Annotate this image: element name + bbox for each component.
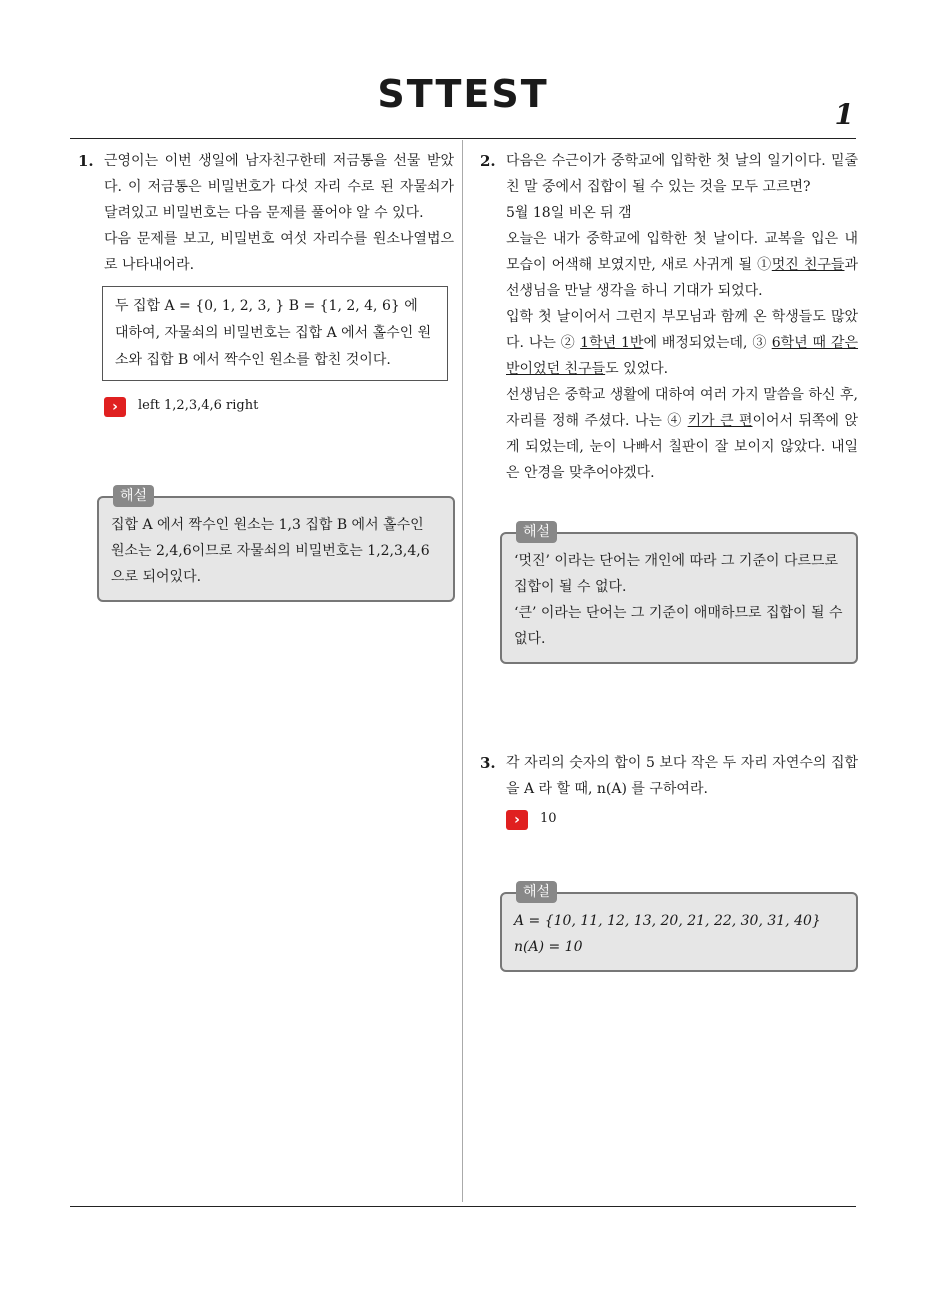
question-stem: 각 자리의 숫자의 합이 5 보다 작은 두 자리 자연수의 집합을 A 라 할 때, n(A) 를 구하여라. (506, 755, 858, 797)
underlined-phrase: 멋진 친구들 (771, 257, 845, 273)
page-title: STTEST (377, 72, 549, 116)
explanation-box (97, 488, 455, 602)
question-stem: 다음은 수근이가 중학교에 입학한 첫 날의 일기이다. 밑줄 친 말 중에서 집합이 될 수 있는 것을 모두 고르면? (506, 153, 858, 195)
explanation-text: 집합 A 에서 짝수인 원소는 1,3 집합 B 에서 홀수인 원소는 2,4,6이므로 자물쇠의 비밀번호는 1,2,3,4,6 으로 되어있다. (111, 517, 430, 585)
answer-arrow-icon: › (104, 397, 126, 417)
underlined-phrase: 6학년 때 같은 반이었던 친구들 (506, 335, 859, 377)
question-3 (480, 750, 858, 832)
question-number: 2. (480, 152, 496, 170)
question-number: 3. (480, 754, 496, 772)
question-text (506, 750, 858, 802)
question-2 (480, 148, 858, 486)
explanation-label: 해설 (516, 521, 557, 543)
question-number: 1. (78, 152, 94, 170)
diary-paragraph: 입학 첫 날이어서 그런지 부모님과 함께 온 학생들도 많았다. 나는 ② 1학년 1반에 배정되었는데, ③ 6학년 때 같은 반이었던 친구들도 있었다. (506, 309, 859, 377)
explanation-box (500, 884, 858, 972)
explanation-text: ‘큰’ 이라는 단어는 그 기준이 애매하므로 집합이 될 수 없다. (514, 605, 843, 647)
underlined-phrase: 1학년 1반 (580, 335, 644, 351)
answer-text: 10 (540, 811, 557, 826)
explanation-text: ‘멋진’ 이라는 단어는 개인에 따라 그 기준이 다르므로 집합이 될 수 없다. (514, 553, 839, 595)
question-text (104, 148, 454, 278)
question-instruction: 다음 문제를 보고, 비밀번호 여섯 자리수를 원소나열법으로 나타내어라. (104, 231, 454, 273)
answer-text: left 1,2,3,4,6 right (138, 398, 259, 413)
header-rule (70, 138, 856, 139)
explanation-box (500, 524, 858, 664)
diary-paragraph: 선생님은 중학교 생활에 대하여 여러 가지 말씀을 하신 후, 자리를 정해 주셨다. 나는 ④ 키가 큰 편이어서 뒤쪽에 앉게 되었는데, 눈이 나빠서 칠판이 잘 보이지 않았다. 내일은 안경을 맞추어야겠다. (506, 387, 858, 481)
diary-date: 5월 18일 비온 뒤 갬 (506, 205, 632, 221)
question-stem: 근영이는 이번 생일에 남자친구한테 저금통을 선물 받았다. 이 저금통은 비밀번호가 다섯 자리 수로 된 자물쇠가 달려있고 비밀번호는 다음 문제를 풀어야 알 수 있다. (104, 153, 454, 221)
question-1 (78, 148, 454, 419)
diary-paragraph: 오늘은 내가 중학교에 입학한 첫 날이다. 교복을 입은 내 모습이 어색해 보였지만, 새로 사귀게 될 ①멋진 친구들과 선생님을 만날 생각을 하니 기대가 되었다. (506, 231, 858, 299)
footer-rule (70, 1206, 856, 1207)
underlined-phrase: 키가 큰 편 (687, 413, 753, 429)
explanation-text: n(A) = 10 (514, 939, 583, 955)
answer-row (104, 395, 454, 419)
explanation-label: 해설 (113, 485, 154, 507)
answer-row (506, 808, 858, 832)
condition-box: 두 집합 A = {0, 1, 2, 3, } B = {1, 2, 4, 6} 에 대하여, 자물쇠의 비밀번호는 집합 A 에서 홀수인 원소와 집합 B 에서 짝수인 원소를 합친 것이다. (102, 286, 448, 381)
question-text (506, 148, 858, 486)
column-divider (462, 140, 463, 1202)
explanation-text: A = {10, 11, 12, 13, 20, 21, 22, 30, 31, 40} (514, 913, 821, 929)
page-number: 1 (834, 98, 854, 131)
answer-arrow-icon: › (506, 810, 528, 830)
explanation-label: 해설 (516, 881, 557, 903)
